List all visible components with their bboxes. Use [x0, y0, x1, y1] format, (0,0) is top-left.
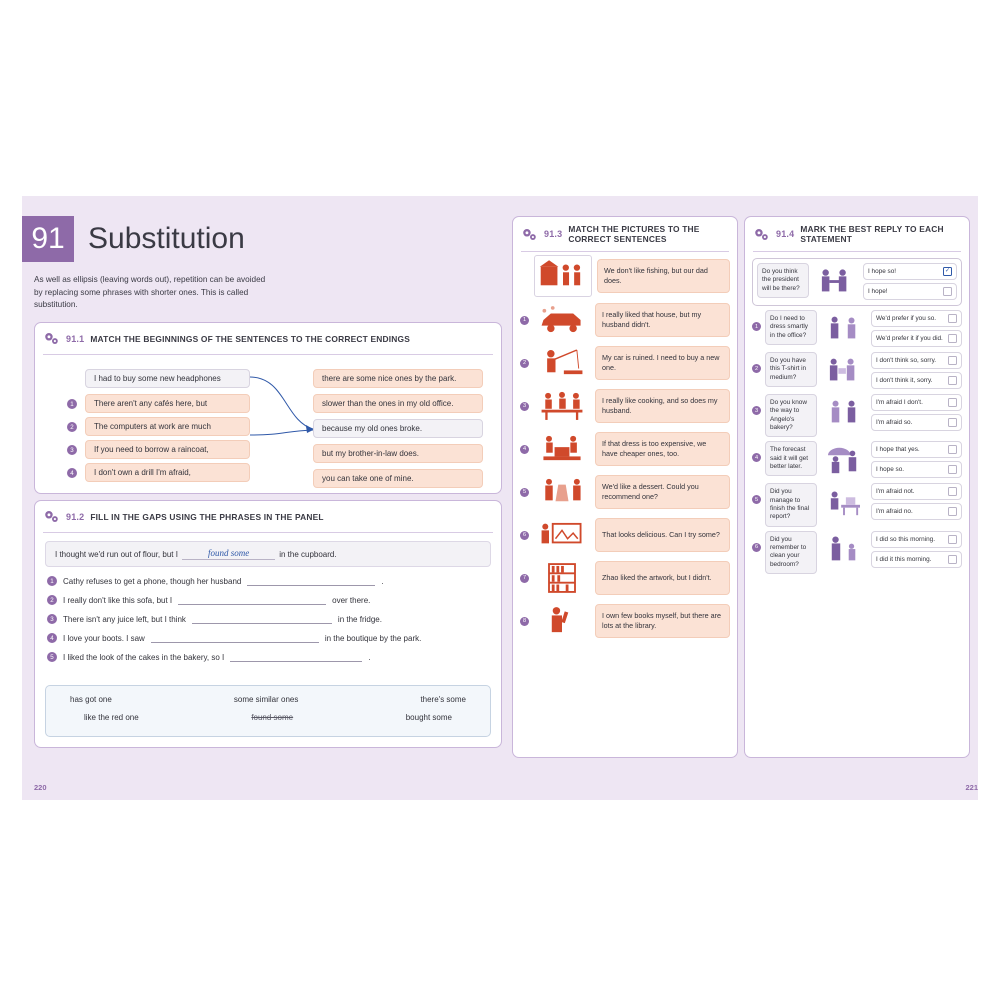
item-number: 5 [752, 495, 761, 504]
replies-5 [871, 483, 962, 520]
statement-4: The forecast said it will get better later. [765, 441, 817, 476]
reply-6-a[interactable] [871, 531, 962, 548]
sentence-1[interactable]: I really liked that house, but my husband didn't. [595, 303, 730, 337]
artwork-frame-icon[interactable] [534, 515, 590, 555]
ending-4[interactable]: but my brother-in-law does. [313, 444, 483, 463]
reply-6-b[interactable] [871, 551, 962, 568]
question-5-after: . [368, 652, 371, 662]
question-2-after: over there. [332, 595, 371, 605]
list-item [520, 472, 730, 512]
exercise-91-2-title: FILL IN THE GAPS USING THE PHRASES IN THE PANEL [90, 511, 324, 522]
list-item [520, 300, 730, 340]
exercise-91-2-number: 91.2 [66, 511, 85, 522]
item-bullet-1: 1 [67, 399, 77, 409]
reply-2-a-text: I don't think so, sorry. [876, 357, 937, 364]
gap-question-4 [47, 633, 489, 643]
ending-1[interactable]: there are some nice ones by the park. [313, 369, 483, 388]
two-people-icon [813, 263, 859, 301]
exercise-91-4 [744, 216, 970, 758]
item-number: 4 [520, 445, 529, 454]
question-2-before: I really don't like this sofa, but I [63, 595, 173, 605]
fishing-icon[interactable] [534, 343, 590, 383]
list-item [520, 601, 730, 641]
item-number: 7 [520, 574, 529, 583]
bookshelf-icon[interactable] [534, 558, 590, 598]
exercise-91-1-title: MATCH THE BEGINNINGS OF THE SENTENCES TO THE CORRECT ENDINGS [90, 333, 411, 344]
page-number-left: 220 [34, 783, 47, 792]
question-1-after: . [381, 576, 384, 586]
reply-2-b-text: I don't think it, sorry. [876, 377, 933, 384]
desk-worker-icon [821, 483, 867, 521]
exercise-91-4-title: MARK THE BEST REPLY TO EACH STATEMENT [800, 224, 944, 244]
divider [43, 532, 493, 533]
exercise-91-2-header [35, 501, 501, 529]
example-statement: Do you think the president will be there? [757, 263, 809, 298]
example-beginning: I had to buy some new headphones [85, 369, 250, 388]
checkbox[interactable] [948, 356, 957, 365]
beginning-2[interactable]: The computers at work are much [85, 417, 250, 436]
house-family-icon [534, 255, 592, 297]
question-number: 4 [47, 633, 57, 643]
statement-1: Do I need to dress smartly in the office? [765, 310, 817, 345]
checkbox[interactable] [948, 507, 957, 516]
reply-5-b-text: I'm afraid no. [876, 508, 913, 516]
gears-icon [43, 508, 60, 525]
example-reply-2-text: I hope! [868, 288, 888, 295]
gap-input-2[interactable] [178, 595, 326, 605]
phrase-some-similar-ones[interactable]: some similar ones [233, 695, 299, 704]
list-item [520, 343, 730, 383]
checkbox[interactable] [948, 418, 957, 427]
question-5-before: I liked the look of the cakes in the bakery, so I [63, 652, 225, 662]
shop-assistant-icon [821, 352, 867, 390]
statement-2: Do you have this T-shirt in medium? [765, 352, 817, 387]
phrase-panel [45, 685, 491, 737]
question-1-before: Cathy refuses to get a phone, though her husband [63, 576, 242, 586]
checkbox[interactable] [948, 314, 957, 323]
question-3-before: There isn't any juice left, but I think [63, 614, 186, 624]
question-number: 5 [47, 652, 57, 662]
office-people-icon [821, 310, 867, 348]
reply-1-b[interactable] [871, 330, 962, 347]
replies-1 [871, 310, 962, 347]
reply-6-b-text: I did it this morning. [876, 555, 932, 563]
question-number: 2 [47, 595, 57, 605]
right-page [512, 196, 978, 800]
ending-2[interactable]: slower than the ones in my old office. [313, 394, 483, 413]
phrase-panel-row-1 [46, 695, 490, 704]
phrase-has-got-one[interactable]: has got one [70, 695, 112, 704]
reply-1-a-text: We'd prefer if you so. [876, 315, 937, 322]
exercise-91-3-title: MATCH THE PICTURES TO THE CORRECT SENTENCES [568, 224, 700, 244]
book-spread [22, 196, 978, 800]
example-reply-1-text: I hope so! [868, 268, 897, 275]
item-number: 1 [752, 322, 761, 331]
list-item [520, 386, 730, 426]
statement-3: Do you know the way to Angelo's bakery? [765, 394, 817, 437]
reply-4-b-text: I hope so. [876, 466, 905, 474]
sentence-7[interactable]: Zhao liked the artwork, but I didn't. [595, 561, 730, 595]
phrase-theres-some[interactable]: there's some [420, 695, 466, 704]
dessert-cake-icon[interactable] [534, 429, 590, 469]
list-item [520, 255, 730, 297]
statement-5: Did you manage to finish the final report? [765, 483, 817, 526]
list-item [520, 515, 730, 555]
statement-6: Did you remember to clean your bedroom? [765, 531, 817, 574]
item-number: 6 [520, 531, 529, 540]
reply-4-b[interactable] [871, 461, 962, 478]
phrase-bought-some[interactable]: bought some [405, 713, 452, 722]
question-4-before: I love your boots. I saw [63, 633, 145, 643]
statement-row-1 [752, 310, 962, 348]
gears-icon [753, 226, 770, 243]
checkbox[interactable] [948, 555, 957, 564]
exercise-91-3-number: 91.3 [544, 229, 563, 239]
sentence-5[interactable]: We'd like a dessert. Could you recommend one? [595, 475, 730, 509]
sentence-2[interactable]: My car is ruined. I need to buy a new one. [595, 346, 730, 380]
question-4-after: in the boutique by the park. [324, 633, 422, 643]
gears-icon [43, 330, 60, 347]
divider [521, 251, 729, 252]
checkbox-ticked[interactable]: ✓ [944, 268, 951, 274]
gears-icon [521, 226, 538, 243]
exercise-91-4-number: 91.4 [776, 229, 795, 239]
gap-input-3[interactable] [192, 614, 332, 624]
reply-2-b[interactable] [871, 372, 962, 389]
person-waving-icon[interactable] [534, 601, 590, 641]
reply-3-b[interactable] [871, 414, 962, 431]
exercise-91-1 [34, 322, 502, 494]
reply-6-a-text: I did so this morning. [876, 535, 935, 543]
checkbox[interactable] [948, 445, 957, 454]
sentence-4[interactable]: If that dress is too expensive, we have cheaper ones, too. [595, 432, 730, 466]
exercise-91-1-header [35, 323, 501, 351]
question-number: 1 [47, 576, 57, 586]
gap-question-2 [47, 595, 489, 605]
item-number: 3 [520, 402, 529, 411]
sentence-6[interactable]: That looks delicious. Can I try some? [595, 518, 730, 552]
ending-3[interactable]: because my old ones broke. [313, 419, 483, 438]
red-car-icon[interactable] [534, 300, 590, 340]
statement-row-4 [752, 441, 962, 479]
beginning-4[interactable]: I don't own a drill I'm afraid, [85, 463, 250, 482]
sentence-8[interactable]: I own few books myself, but there are lots at the library. [595, 604, 730, 638]
checkbox[interactable] [948, 334, 957, 343]
gap-question-1 [47, 576, 489, 586]
example-item [752, 258, 962, 306]
reply-5-a[interactable] [871, 483, 962, 500]
reply-4-a-text: I hope that yes. [876, 446, 920, 454]
beginning-3[interactable]: If you need to borrow a raincoat, [85, 440, 250, 459]
beginning-1[interactable]: There aren't any cafés here, but [85, 394, 250, 413]
gap-question-5 [47, 652, 489, 662]
replies-4 [871, 441, 962, 478]
unit-number: 91 [22, 216, 74, 262]
ending-5[interactable]: you can take one of mine. [313, 469, 483, 488]
matching-area [35, 361, 501, 483]
reply-3-a[interactable] [871, 394, 962, 411]
shopping-dress-icon[interactable] [534, 472, 590, 512]
statement-row-3 [752, 394, 962, 437]
left-page [22, 196, 512, 800]
divider [753, 251, 961, 252]
item-number: 5 [520, 488, 529, 497]
reply-1-a[interactable] [871, 310, 962, 327]
parent-child-icon [821, 531, 867, 569]
reply-4-a[interactable] [871, 441, 962, 458]
example-sentence [45, 541, 491, 567]
reply-1-b-text: We'd prefer it if you did. [876, 335, 943, 342]
item-bullet-2: 2 [67, 422, 77, 432]
item-bullet-4: 4 [67, 468, 77, 478]
exercise-91-1-number: 91.1 [66, 333, 85, 344]
replies-3 [871, 394, 962, 431]
page-title: Substitution [88, 222, 245, 255]
page-number-right: 221 [965, 783, 978, 792]
example-before: I thought we'd run out of flour, but I [55, 549, 178, 559]
unit-intro-text: As well as ellipsis (leaving words out), repetition can be avoided by replacing some phrases with shorter ones. This is called substitution. [34, 275, 266, 310]
pedestrians-icon [821, 394, 867, 432]
exercise-91-3 [512, 216, 738, 758]
statement-row-5 [752, 483, 962, 526]
reply-2-a[interactable] [871, 352, 962, 369]
unit-heading [22, 216, 245, 262]
example-replies [863, 263, 957, 300]
checkbox[interactable] [943, 287, 952, 296]
checkbox[interactable] [948, 535, 957, 544]
item-number: 3 [752, 406, 761, 415]
example-reply-2[interactable] [863, 283, 957, 300]
item-number: 2 [520, 359, 529, 368]
sentence-example: We don't like fishing, but our dad does. [597, 259, 730, 293]
checkbox[interactable] [948, 487, 957, 496]
gap-question-3 [47, 614, 489, 624]
gap-input-5[interactable] [230, 652, 362, 662]
item-number: 4 [752, 453, 761, 462]
example-answer: found some [182, 548, 275, 560]
question-number: 3 [47, 614, 57, 624]
sentence-3[interactable]: I really like cooking, and so does my husband. [595, 389, 730, 423]
gap-input-1[interactable] [247, 576, 375, 586]
checkbox[interactable] [948, 398, 957, 407]
item-bullet-3: 3 [67, 445, 77, 455]
list-item [520, 429, 730, 469]
reply-3-b-text: I'm afraid so. [876, 419, 913, 426]
exercise-91-2 [34, 500, 502, 748]
statement-row-6 [752, 531, 962, 574]
question-3-after: in the fridge. [337, 614, 382, 624]
reply-5-a-text: I'm afraid not. [876, 488, 915, 496]
reply-5-b[interactable] [871, 503, 962, 520]
item-number: 6 [752, 543, 761, 552]
exercise-91-4-header [745, 217, 969, 248]
phrase-found-some-used: found some [251, 713, 294, 722]
exercise-91-3-header [513, 217, 737, 248]
reply-3-a-text: I'm afraid I don't. [876, 399, 923, 406]
list-item [520, 558, 730, 598]
item-number: 1 [520, 316, 529, 325]
phrase-panel-row-2 [46, 713, 490, 722]
statement-row-2 [752, 352, 962, 390]
dining-table-icon[interactable] [534, 386, 590, 426]
gap-input-4[interactable] [151, 633, 319, 643]
example-reply-1[interactable] [863, 263, 957, 280]
divider [43, 354, 493, 355]
item-number: 8 [520, 617, 529, 626]
phrase-like-the-red-one[interactable]: like the red one [84, 713, 139, 722]
replies-6 [871, 531, 962, 568]
checkbox[interactable] [948, 376, 957, 385]
example-after: in the cupboard. [279, 549, 337, 559]
item-number: 2 [752, 364, 761, 373]
replies-2 [871, 352, 962, 389]
umbrella-people-icon [821, 441, 867, 479]
checkbox[interactable] [948, 465, 957, 474]
